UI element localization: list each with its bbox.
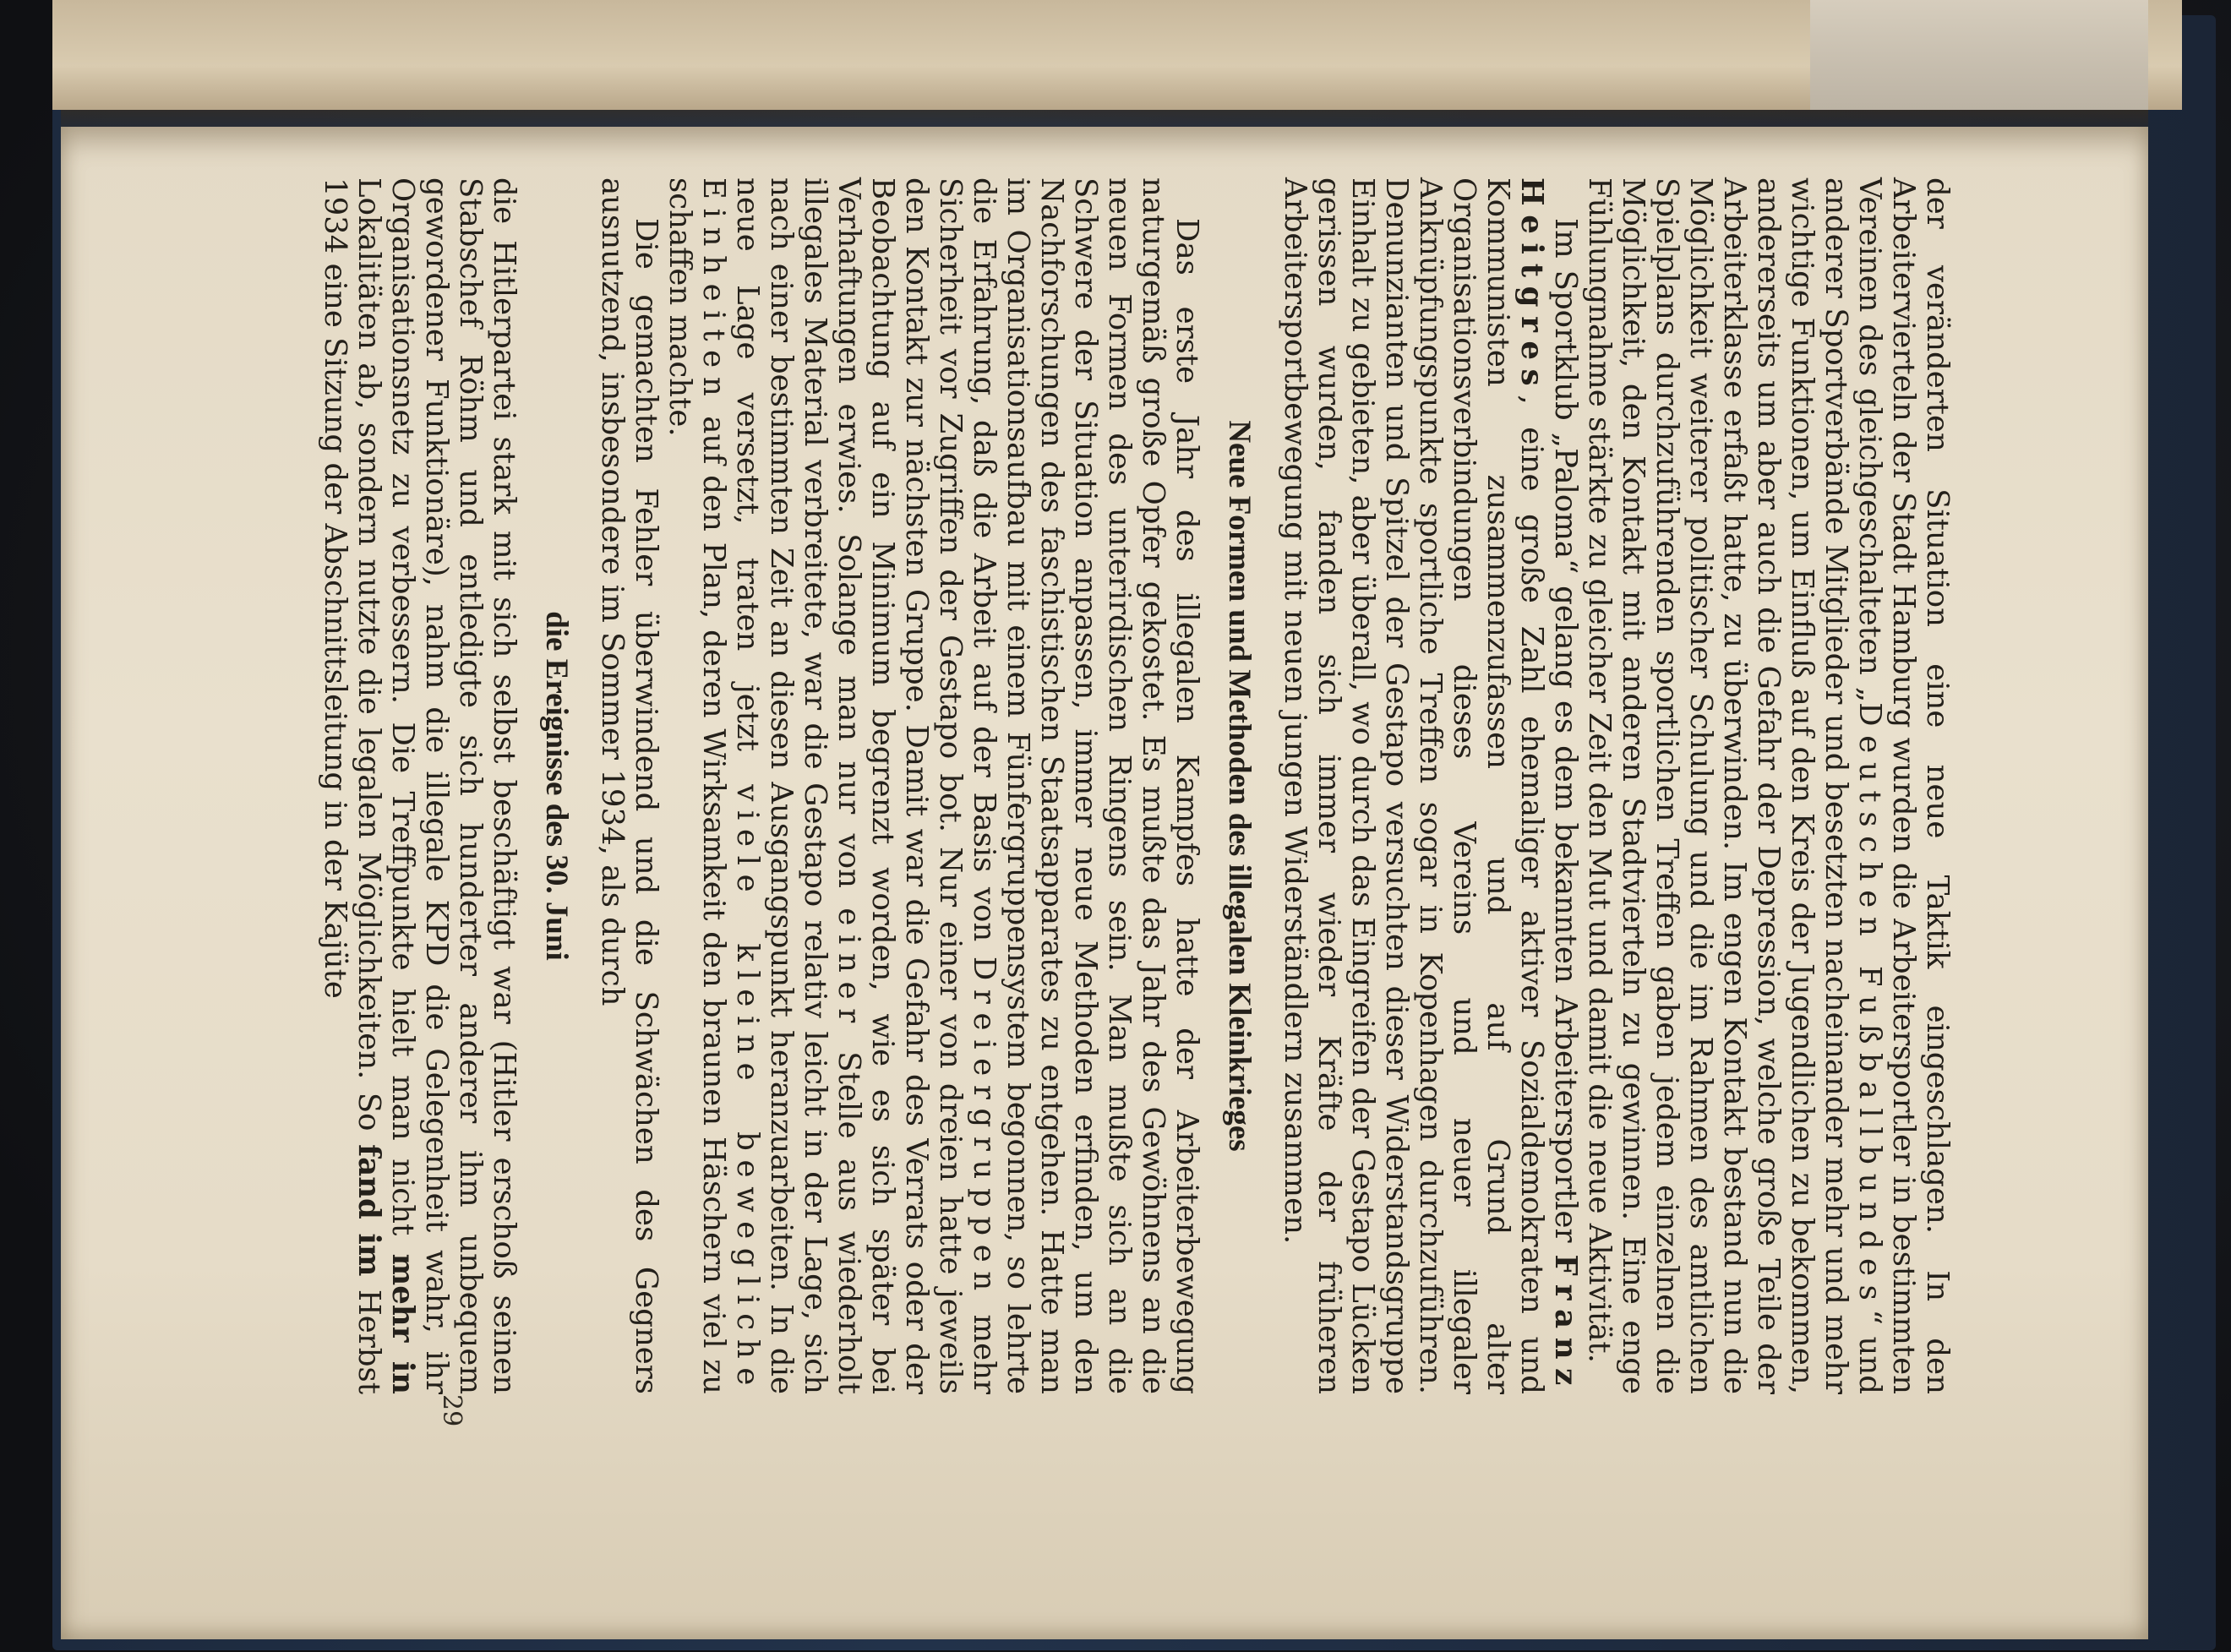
section-heading: die Ereignisse des 30. Juni <box>539 611 574 961</box>
facing-page-text <box>52 0 2182 110</box>
paragraph: Die gemachten Fehler überwindend und die Schwächen des Gegners ausnutzend, insbesondere im Sommer 1934, als durch <box>595 177 663 1394</box>
paragraph: Das erste Jahr des illegalen Kampfes hatte der Arbeiterbewegung naturgemäß große Opfer gekostet. Es mußte das Jahr des Gewöhnens an die neuen Formen des unterirdischen Ringens sein. Man mußte sich an die Schwere der Situation anpassen, immer neue Methoden erfinden, um den Nachforschungen des faschistischen Staatsapparates zu entgehen. Hatte man im Organisationsaufbau mit einem Fünfergruppensystem begonnen, so lehrte die Erfahrung, daß die Arbeit auf der Basis von Dreiergruppen mehr Sicherheit vor Zugriffen der Gestapo bot. Nur einer von dreien hatte jeweils den Kontakt zur nächsten Gruppe. Damit war die Gefahr des Verrats oder der Beobachtung auf ein Minimum begrenzt worden, wie es sich später bei Verhaftungen erwies. Solange man nur von einer Stelle aus wiederholt illegales Material verbreitete, war die Gestapo relativ leicht in der Lage, sich nach einer bestimmten Zeit an diesen Ausgangspunkt heranzuarbeiten. In die neue Lage versetzt, traten jetzt viele kleine bewegliche Einheiten auf den Plan, deren Wirksamkeit den braunen Häschern viel zu schaffen machte. <box>663 177 1204 1394</box>
paragraph: Im Sportklub „Paloma“ gelang es dem bekannten Arbeitersportler Franz Heitgres, eine große Zahl ehemaliger aktiver Sozialdemokraten und Kommunisten zusammenzufassen und auf Grund alter Organisationsverbindungen dieses Vereins und neuer illegaler Anknüpfungspunkte sportliche Treffen sogar in Kopenhagen durchzuführen. Denunzianten und Spitzel der Gestapo versuchten dieser Widerstandsgruppe Einhalt zu gebieten, aber überall, wo durch das Eingreifen der Gestapo Lücken gerissen wurden, fanden sich immer wieder Kräfte der früheren Arbeitersportbewegung mit neuen jungen Widerständlern zusammen. <box>1278 177 1583 1394</box>
paragraph: die Hitlerpartei stark mit sich selbst beschäftigt war (Hitler erschoß seinen Stabschef Röhm und entledigte sich hunderter anderer ihm unbequem gewordener Funktionäre), nahm die illegale KPD die Gelegenheit wahr, ihr Organisationsnetz zu verbessern. Die Treffpunkte hielt man nicht mehr in Lokalitäten ab, sondern nutzte die legalen Möglichkeiten. So fand im Herbst 1934 eine Sitzung der Abschnittsleitung in der Kajüte <box>318 177 521 1394</box>
paragraph: der veränderten Situation eine neue Taktik eingeschlagen. In den Arbeitervierteln der Stadt Hamburg wurden die Arbeitersportler in bestimmten Vereinen des gleichgeschalteten „Deutschen Fußballbundes“ und anderer Sportverbände Mitglieder und besetzten nacheinander mehr und mehr wichtige Funktionen, um Einfluß auf den Kreis der Jugendlichen zu bekommen, andererseits um aber auch die Gefahr der Depression, welche große Teile der Arbeiterklasse erfaßt hatte, zu überwinden. Im engen Kontakt bestand nun die Möglichkeit weiterer politischer Schulung und die im Rahmen des amtlichen Spielplans durchzuführenden sportlichen Treffen gaben jedem einzelnen die Möglichkeit, den Kontakt mit anderen Stadtvierteln zu gewinnen. Eine enge Fühlungnahme stärkte zu gleicher Zeit den Mut und damit die neue Aktivität. <box>1582 177 1955 1394</box>
section-heading: Neue Formen und Methoden des illegalen Kleinkrieges <box>1222 420 1257 1152</box>
page-content <box>61 127 2148 1639</box>
facing-page <box>52 0 2182 110</box>
page-number: 29 <box>437 1394 466 1427</box>
book-page <box>61 127 2148 1639</box>
body-text <box>318 177 1954 1394</box>
